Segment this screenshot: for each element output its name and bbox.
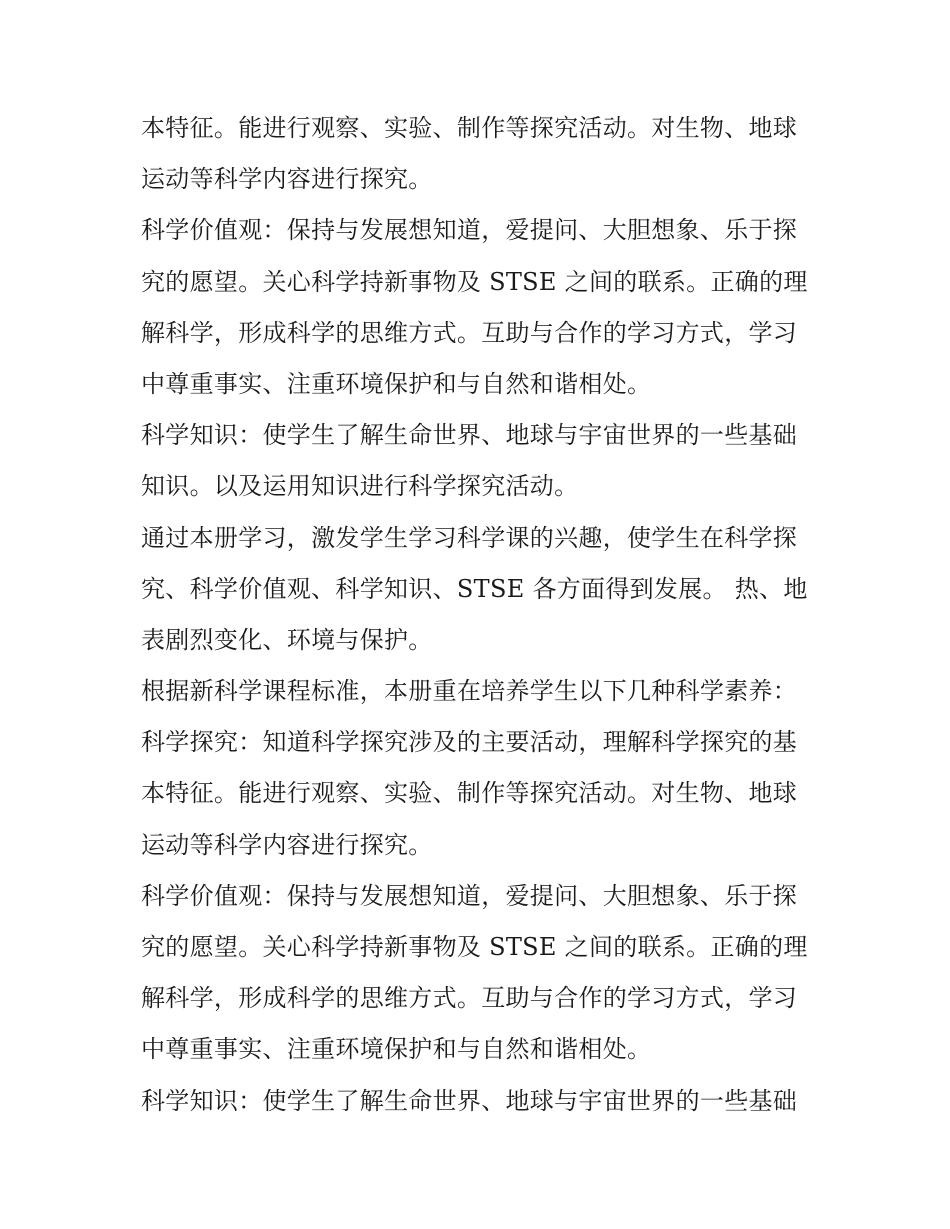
text-line: 运动等科学内容进行探究。: [141, 165, 433, 194]
text-line: 本特征。能进行观察、实验、制作等探究活动。对生物、地球: [141, 114, 798, 142]
text-line: 科学价值观：保持与发展想知道，爱提问、大胆想象、乐于探: [141, 881, 798, 910]
text-line: 解科学，形成科学的思维方式。互助与合作的学习方式，学习: [141, 318, 798, 347]
text-line: 科学知识：使学生了解生命世界、地球与宇宙世界的一些基础: [141, 421, 798, 450]
text-line: 究的愿望。关心科学持新事物及 STSE 之间的联系。正确的理: [141, 267, 808, 296]
text-line: 中尊重事实、注重环境保护和与自然和谐相处。: [141, 369, 652, 398]
text-line: 知识。以及运用知识进行科学探究活动。: [141, 472, 579, 501]
text-line: 究的愿望。关心科学持新事物及 STSE 之间的联系。正确的理: [141, 933, 808, 961]
text-line: 通过本册学习，激发学生学习科学课的兴趣，使学生在科学探: [141, 523, 798, 552]
text-line: 运动等科学内容进行探究。: [141, 830, 433, 859]
text-line: 科学价值观：保持与发展想知道，爱提问、大胆想象、乐于探: [141, 216, 798, 245]
text-line: 本特征。能进行观察、实验、制作等探究活动。对生物、地球: [141, 779, 798, 808]
text-line: 科学探究：知道科学探究涉及的主要活动，理解科学探究的基: [141, 728, 798, 757]
document-body: [141, 103, 821, 1127]
text-line: 解科学，形成科学的思维方式。互助与合作的学习方式，学习: [141, 984, 798, 1013]
text-line: 根据新科学课程标准，本册重在培养学生以下几种科学素养：: [141, 677, 798, 706]
text-line: 究、科学价值观、科学知识、STSE 各方面得到发展。 热、地: [141, 574, 808, 603]
text-line: 中尊重事实、注重环境保护和与自然和谐相处。: [141, 1035, 652, 1064]
text-line: 表剧烈变化、环境与保护。: [141, 625, 433, 654]
text-line: 科学知识：使学生了解生命世界、地球与宇宙世界的一些基础: [141, 1086, 798, 1115]
